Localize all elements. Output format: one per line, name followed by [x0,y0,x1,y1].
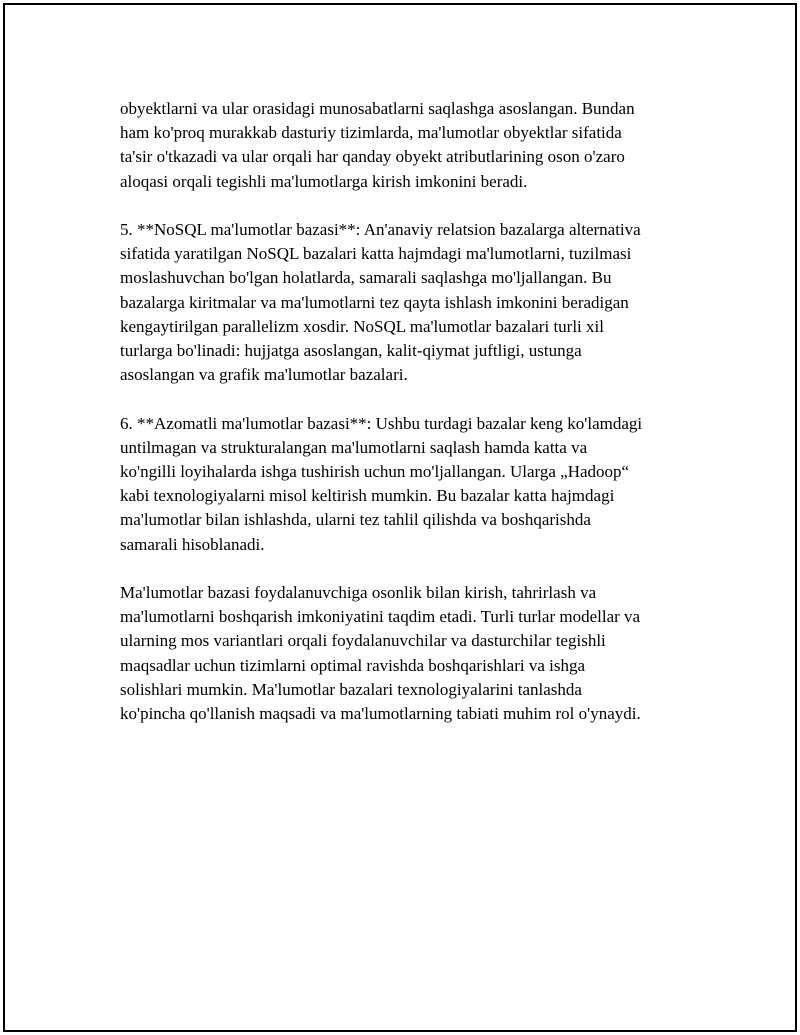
paragraph-object-databases-continued: obyektlarni va ular orasidagi munosabatlarni saqlashga asoslangan. Bundan ham ko'proq murakkab dasturiy tizimlarda, ma'lumotlar obyektlar sifatida ta'sir o'tkazadi va ular orqali har qanday obyekt atributlarining oson o'zaro aloqasi orqali tegishli ma'lumotlarga kirish imkonini beradi. [120,99,635,191]
paragraph-nosql-databases: 5. **NoSQL ma'lumotlar bazasi**: An'anaviy relatsion bazalarga alternativa sifatida yaratilgan NoSQL bazalari katta hajmdagi ma'lumotlarni, tuzilmasi moslashuvchan bo'lgan holatlarda, samarali saqlashga mo'ljallangan. Bu bazalarga kiritmalar va ma'lumotlarni tez qayta ishlash imkonini beradigan kengaytirilgan parallelizm xosdir. NoSQL ma'lumotlar bazalari turli xil turlarga bo'linadi: hujjatga asoslangan, kalit-qiymat juftligi, ustunga asoslangan va grafik ma'lumotlar bazalari. [120,220,641,385]
paragraph-azomatli-databases: 6. **Azomatli ma'lumotlar bazasi**: Ushbu turdagi bazalar keng ko'lamdagi untilmagan va strukturalangan ma'lumotlarni saqlash hamda katta va ko'ngilli loyihalarda ishga tushirish uchun mo'ljallangan. Ularga „Hadoop“ kabi texnologiyalarni misol keltirish mumkin. Bu bazalar katta hajmdagi ma'lumotlar bilan ishlashda, ularni tez tahlil qilishda va boshqarishda samarali hisoblanadi. [120,413,643,554]
document-page [3,3,797,1032]
paragraph-conclusion: Ma'lumotlar bazasi foydalanuvchiga osonlik bilan kirish, tahrirlash va ma'lumotlarni boshqarish imkoniyatini taqdim etadi. Turli turlar modellar va ularning mos variantlari orqali foydalanuvchilar va dasturchilar tegishli maqsadlar uchun tizimlarni optimal ravishda boshqarishlari va ishga solishlari mumkin. Ma'lumotlar bazalari texnologiyalarini tanlashda ko'pincha qo'llanish maqsadi va ma'lumotlarning tabiati muhim rol o'ynaydi. [120,583,641,724]
document-body [120,97,710,750]
